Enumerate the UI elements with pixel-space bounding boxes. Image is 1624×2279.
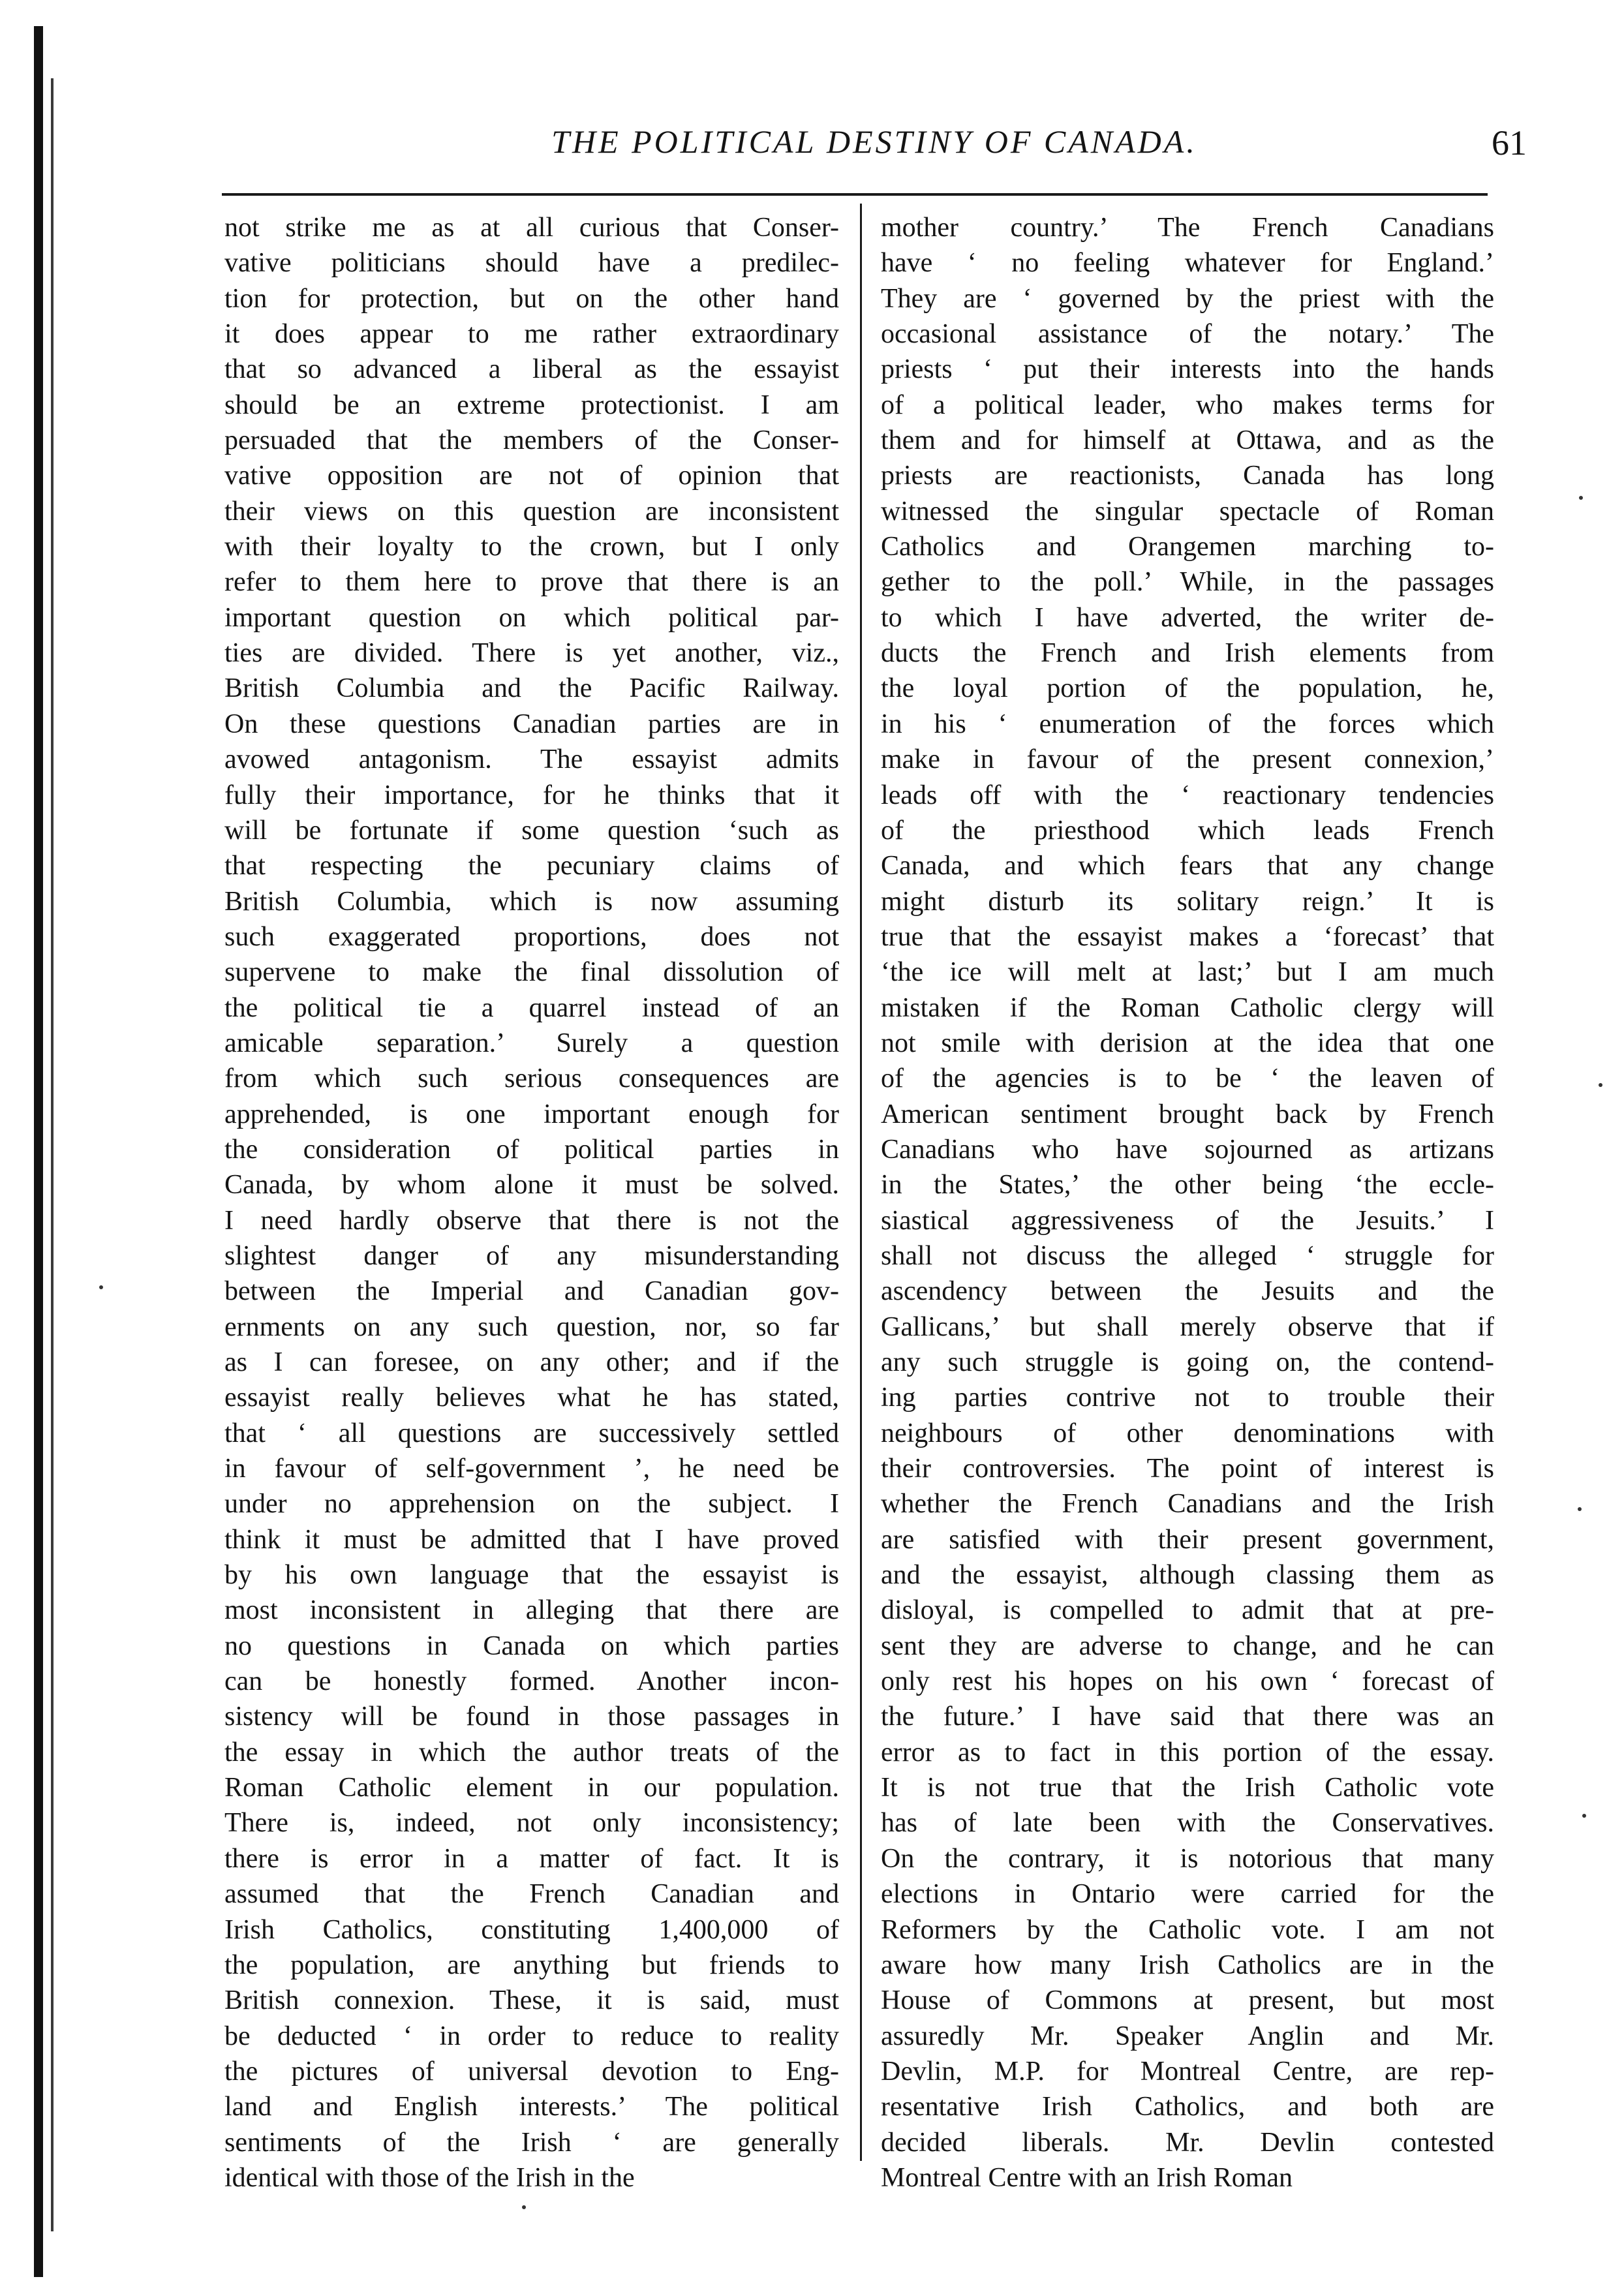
text-line: the essay in which the author treats of the bbox=[224, 1737, 839, 1767]
print-speck bbox=[522, 2205, 526, 2209]
text-line: that ‘ all questions are successively settled bbox=[224, 1418, 839, 1448]
text-line: supervene to make the final dissolution of bbox=[224, 957, 839, 988]
text-line: vative politicians should have a predilec- bbox=[224, 248, 839, 279]
text-line: between the Imperial and Canadian gov- bbox=[224, 1276, 839, 1307]
text-line: might disturb its solitary reign.’ It is bbox=[881, 886, 1494, 917]
right-column bbox=[881, 210, 1494, 2195]
text-line: mother country.’ The French Canadians bbox=[881, 213, 1494, 243]
text-line: are satisfied with their present government, bbox=[881, 1524, 1494, 1555]
text-line: tion for protection, but on the other hand bbox=[224, 283, 839, 314]
text-line: of the priesthood which leads French bbox=[881, 815, 1494, 846]
text-line: any such struggle is going on, the contend- bbox=[881, 1347, 1494, 1377]
running-title: THE POLITICAL DESTINY OF CANADA. bbox=[551, 123, 1197, 160]
text-line: assumed that the French Canadian and bbox=[224, 1879, 839, 1910]
text-line: siastical aggressiveness of the Jesuits.’ I bbox=[881, 1205, 1494, 1236]
text-line: British connexion. These, it is said, must bbox=[224, 1985, 839, 2016]
text-line: persuaded that the members of the Conser- bbox=[224, 425, 839, 456]
print-speck bbox=[1599, 1083, 1602, 1087]
text-line: British Columbia and the Pacific Railway. bbox=[224, 673, 839, 704]
print-speck bbox=[1578, 1507, 1582, 1511]
text-line: think it must be admitted that I have proved bbox=[224, 1524, 839, 1555]
text-line: American sentiment brought back by French bbox=[881, 1099, 1494, 1129]
text-line: Catholics and Orangemen marching to- bbox=[881, 532, 1494, 562]
text-line: disloyal, is compelled to admit that at pre- bbox=[881, 1595, 1494, 1626]
binding-edge bbox=[34, 26, 43, 2277]
text-line: Canada, by whom alone it must be solved. bbox=[224, 1170, 839, 1201]
text-line: that so advanced a liberal as the essayist bbox=[224, 354, 839, 385]
text-line: Gallicans,’ but shall merely observe that if bbox=[881, 1311, 1494, 1342]
text-line: apprehended, is one important enough for bbox=[224, 1099, 839, 1129]
text-line: the future.’ I have said that there was an bbox=[881, 1702, 1494, 1732]
left-column bbox=[224, 210, 839, 2195]
text-line: ascendency between the Jesuits and the bbox=[881, 1276, 1494, 1307]
text-line: by his own language that the essayist is bbox=[224, 1560, 839, 1591]
text-line: priests ‘ put their interests into the hands bbox=[881, 354, 1494, 385]
text-line: British Columbia, which is now assuming bbox=[224, 886, 839, 917]
text-line: as I can foresee, on any other; and if the bbox=[224, 1347, 839, 1377]
text-line: sentiments of the Irish ‘ are generally bbox=[224, 2127, 839, 2158]
text-line: Devlin, M.P. for Montreal Centre, are rep- bbox=[881, 2056, 1494, 2087]
text-line: of a political leader, who makes terms for bbox=[881, 390, 1494, 420]
text-line: of the agencies is to be ‘ the leaven of bbox=[881, 1063, 1494, 1094]
text-line: from which such serious consequences are bbox=[224, 1063, 839, 1094]
text-line: identical with those of the Irish in the bbox=[224, 2162, 635, 2193]
text-line: assuredly Mr. Speaker Anglin and Mr. bbox=[881, 2021, 1494, 2051]
binding-ink-line bbox=[51, 78, 54, 2231]
text-line: mistaken if the Roman Catholic clergy will bbox=[881, 992, 1494, 1023]
text-line: important question on which political par- bbox=[224, 602, 839, 633]
text-line: not strike me as at all curious that Conser- bbox=[224, 213, 839, 243]
text-line: decided liberals. Mr. Devlin contested bbox=[881, 2127, 1494, 2158]
print-speck bbox=[99, 1285, 103, 1289]
text-line: the consideration of political parties in bbox=[224, 1134, 839, 1165]
text-line: their controversies. The point of interest is bbox=[881, 1454, 1494, 1484]
text-line: On these questions Canadian parties are in bbox=[224, 709, 839, 739]
text-line: land and English interests.’ The political bbox=[224, 2092, 839, 2122]
column-divider bbox=[860, 204, 862, 2161]
text-line: Canadians who have sojourned as artizans bbox=[881, 1134, 1494, 1165]
text-line: can be honestly formed. Another incon- bbox=[224, 1666, 839, 1697]
text-line: true that the essayist makes a ‘forecast’ that bbox=[881, 921, 1494, 952]
text-line: most inconsistent in alleging that there are bbox=[224, 1595, 839, 1626]
text-line: ing parties contrive not to trouble their bbox=[881, 1383, 1494, 1413]
text-line: aware how many Irish Catholics are in the bbox=[881, 1950, 1494, 1980]
text-line: in favour of self-government ’, he need be bbox=[224, 1454, 839, 1484]
running-head bbox=[222, 123, 1527, 175]
text-line: have ‘ no feeling whatever for England.’ bbox=[881, 248, 1494, 279]
text-line: essayist really believes what he has stated, bbox=[224, 1383, 839, 1413]
text-line: under no apprehension on the subject. I bbox=[224, 1489, 839, 1520]
text-line: slightest danger of any misunderstanding bbox=[224, 1240, 839, 1271]
text-line: They are ‘ governed by the priest with the bbox=[881, 283, 1494, 314]
text-line: to which I have adverted, the writer de- bbox=[881, 602, 1494, 633]
text-line: it does appear to me rather extraordinary bbox=[224, 319, 839, 350]
text-line: the political tie a quarrel instead of an bbox=[224, 992, 839, 1023]
text-line: whether the French Canadians and the Irish bbox=[881, 1489, 1494, 1520]
text-line: vative opposition are not of opinion that bbox=[224, 461, 839, 491]
text-line: There is, indeed, not only inconsistency; bbox=[224, 1808, 839, 1839]
text-line: It is not true that the Irish Catholic vote bbox=[881, 1773, 1494, 1803]
text-line: only rest his hopes on his own ‘ forecast of bbox=[881, 1666, 1494, 1697]
text-line: occasional assistance of the notary.’ The bbox=[881, 319, 1494, 350]
text-line: should be an extreme protectionist. I am bbox=[224, 390, 839, 420]
text-line: their views on this question are inconsistent bbox=[224, 496, 839, 527]
text-line: fully their importance, for he thinks that it bbox=[224, 780, 839, 810]
text-line: ties are divided. There is yet another, viz., bbox=[224, 638, 839, 669]
text-line: ‘the ice will melt at last;’ but I am much bbox=[881, 957, 1494, 988]
text-line: witnessed the singular spectacle of Roman bbox=[881, 496, 1494, 527]
text-line: Canada, and which fears that any change bbox=[881, 851, 1494, 881]
text-line: I need hardly observe that there is not the bbox=[224, 1205, 839, 1236]
text-line: avowed antagonism. The essayist admits bbox=[224, 744, 839, 775]
text-line: no questions in Canada on which parties bbox=[224, 1630, 839, 1661]
text-line: leads off with the ‘ reactionary tendencies bbox=[881, 780, 1494, 810]
text-line: House of Commons at present, but most bbox=[881, 1985, 1494, 2016]
text-line: refer to them here to prove that there is an bbox=[224, 567, 839, 598]
text-line: the loyal portion of the population, he, bbox=[881, 673, 1494, 704]
text-line: in the States,’ the other being ‘the eccle- bbox=[881, 1170, 1494, 1201]
text-line: in his ‘ enumeration of the forces which bbox=[881, 709, 1494, 739]
text-line: Irish Catholics, constituting 1,400,000 of bbox=[224, 1914, 839, 1945]
text-line: elections in Ontario were carried for the bbox=[881, 1879, 1494, 1910]
text-line: ernments on any such question, nor, so far bbox=[224, 1311, 839, 1342]
text-line: make in favour of the present connexion,’ bbox=[881, 744, 1494, 775]
text-line: sistency will be found in those passages in bbox=[224, 1702, 839, 1732]
text-line: Roman Catholic element in our population. bbox=[224, 1773, 839, 1803]
text-line: amicable separation.’ Surely a question bbox=[224, 1028, 839, 1058]
text-line: them and for himself at Ottawa, and as the bbox=[881, 425, 1494, 456]
text-line: sent they are adverse to change, and he can bbox=[881, 1630, 1494, 1661]
print-speck bbox=[1579, 496, 1583, 500]
text-line: be deducted ‘ in order to reduce to reality bbox=[224, 2021, 839, 2051]
text-line: priests are reactionists, Canada has long bbox=[881, 461, 1494, 491]
print-speck bbox=[1582, 1814, 1586, 1818]
header-rule bbox=[222, 193, 1488, 196]
text-line: the pictures of universal devotion to Eng- bbox=[224, 2056, 839, 2087]
text-line: not smile with derision at the idea that one bbox=[881, 1028, 1494, 1058]
text-line: there is error in a matter of fact. It is bbox=[224, 1843, 839, 1874]
text-line: Reformers by the Catholic vote. I am not bbox=[881, 1914, 1494, 1945]
text-line: with their loyalty to the crown, but I only bbox=[224, 532, 839, 562]
text-line: resentative Irish Catholics, and both are bbox=[881, 2092, 1494, 2122]
text-line: ducts the French and Irish elements from bbox=[881, 638, 1494, 669]
text-line: will be fortunate if some question ‘such as bbox=[224, 815, 839, 846]
text-line: On the contrary, it is notorious that many bbox=[881, 1843, 1494, 1874]
text-line: such exaggerated proportions, does not bbox=[224, 921, 839, 952]
text-line: neighbours of other denominations with bbox=[881, 1418, 1494, 1448]
text-line: that respecting the pecuniary claims of bbox=[224, 851, 839, 881]
text-line: the population, are anything but friends to bbox=[224, 1950, 839, 1980]
text-line: Montreal Centre with an Irish Roman bbox=[881, 2162, 1293, 2193]
page-number: 61 bbox=[1492, 123, 1527, 162]
text-line: has of late been with the Conservatives. bbox=[881, 1808, 1494, 1839]
text-line: and the essayist, although classing them as bbox=[881, 1560, 1494, 1591]
text-line: error as to fact in this portion of the essay. bbox=[881, 1737, 1494, 1767]
text-line: shall not discuss the alleged ‘ struggle for bbox=[881, 1240, 1494, 1271]
text-line: gether to the poll.’ While, in the passages bbox=[881, 567, 1494, 598]
